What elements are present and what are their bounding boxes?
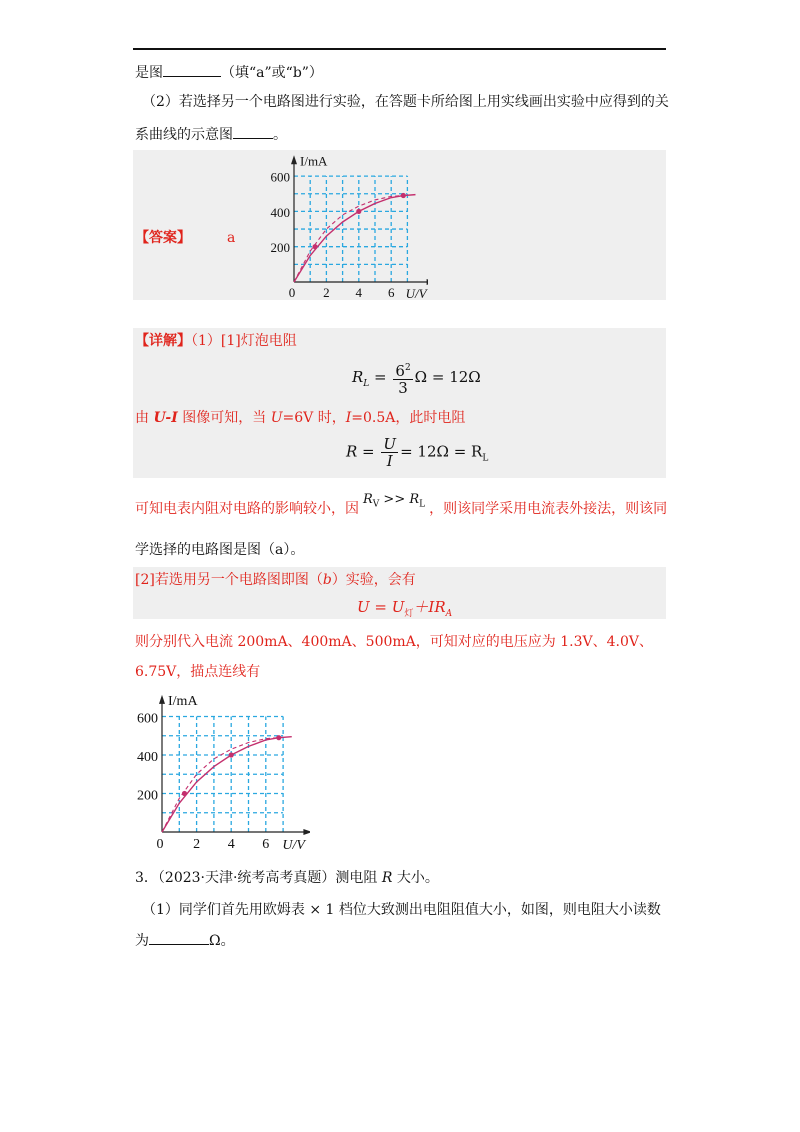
formula-r-fraction	[381, 436, 398, 469]
y-tick-label: 200	[270, 240, 290, 256]
substitute-line1: 则分别代入电流 200mA、400mA、500mA，可知对应的电压应为 1.3V、4.0V、	[135, 634, 653, 650]
question2-text: 系曲线的示意图	[135, 127, 233, 143]
y-axis-label: I/mA	[300, 153, 328, 169]
x-tick-label: 0	[288, 285, 296, 298]
x-tick-label: 0	[156, 837, 164, 850]
detail-chart	[130, 690, 310, 850]
x-tick-label: 2	[323, 285, 330, 298]
ui-line-b: U-I	[153, 410, 178, 426]
substitute-line2: 6.75V，描点连线有	[135, 664, 261, 680]
formula-rl-denominator: 3	[398, 379, 408, 397]
ui-line-d: U	[270, 410, 283, 426]
q3-line1: （1）同学们首先用欧姆表 × 1 档位大致测出电阻阻值大小，如图，则电阻大小读数	[142, 902, 661, 918]
data-point	[401, 193, 406, 198]
rv-symbol: R	[363, 492, 373, 507]
data-point	[182, 791, 187, 796]
x-axis-label: U/V	[282, 838, 305, 850]
y-tick-label: 400	[270, 204, 290, 220]
formula-r-lhs: R =	[346, 442, 375, 461]
formula-rl-rhs: Ω = 12Ω	[414, 368, 481, 386]
q3-title-b: 大小。	[392, 870, 439, 886]
q3-title	[135, 868, 439, 888]
figure-choice-prefix: 是图	[135, 65, 163, 81]
part2-a: [2]若选用另一个电路图即图（	[135, 572, 323, 588]
ui-line-a: 由	[135, 410, 154, 426]
detail-part1-text: （1）[1]灯泡电阻	[191, 333, 297, 349]
formula-rl: $R_L$ = $\frac{6^2}{3}$ Ω = 12Ω	[352, 362, 481, 397]
y-tick-label: 400	[137, 750, 158, 765]
rl-sub: L	[419, 499, 426, 510]
rl-symbol: R	[409, 492, 420, 507]
formula-r-denominator: I	[386, 452, 393, 470]
formula-u-c: 灯	[404, 609, 414, 619]
conclusion-line1	[135, 492, 668, 525]
data-point	[229, 752, 234, 757]
ui-line-e: =6V 时，	[282, 410, 346, 426]
ui-line-g: =0.5A，此时电阻	[351, 410, 466, 426]
ui-line-c: 图像可知，当	[177, 410, 271, 426]
detail-label: 【详解】	[135, 333, 191, 349]
formula-rl-fraction	[393, 360, 412, 396]
figure-choice-line	[135, 62, 323, 83]
formula-r-numerator: U	[383, 435, 397, 453]
q3-line2-suffix: Ω。	[209, 933, 235, 949]
data-point	[356, 209, 361, 214]
question2-end: 。	[273, 127, 287, 143]
conclusion-line2: 学选择的电路图是图（a）。	[135, 542, 305, 558]
formula-r-rhs-sub: L	[482, 453, 489, 464]
rv-rl-inequality	[363, 492, 426, 510]
formula-rl-lhs: R	[352, 368, 364, 386]
part2-c: ）实验，会有	[331, 572, 416, 588]
x-tick-label: 6	[262, 837, 270, 850]
formula-rl-lhs-sub: L	[363, 379, 370, 389]
question2-line1: （2）若选择另一个电路图进行实验，在答题卡所给图上用实线画出实验中应得到的关	[142, 94, 669, 110]
x-tick-label: 6	[387, 285, 395, 298]
data-point	[312, 244, 317, 249]
inequality-sign: >>	[379, 492, 410, 507]
header-rule	[133, 48, 666, 50]
ui-graph-line	[135, 408, 465, 428]
formula-u-a: U	[357, 598, 370, 616]
q3-line2-prefix: 为	[135, 933, 149, 949]
answer-blank[interactable]	[163, 62, 221, 77]
y-tick-label: 600	[137, 711, 158, 727]
answer-label: 【答案】	[135, 230, 191, 246]
sketch-blank[interactable]	[233, 124, 273, 139]
formula-u-b: = U	[369, 598, 405, 616]
solid-curve	[294, 195, 416, 282]
x-axis-label: U/V	[405, 286, 427, 298]
x-tick-label: 4	[355, 285, 363, 298]
y-tick-label: 200	[137, 788, 158, 804]
x-axis-arrow	[427, 279, 428, 285]
answer-chart	[266, 152, 428, 298]
formula-u-d: ＋IR	[413, 598, 446, 616]
formula-r-rhs: = 12Ω = R	[400, 442, 483, 461]
formula-r	[346, 436, 488, 469]
part2-b: b	[322, 572, 332, 588]
x-tick-label: 2	[193, 837, 201, 850]
resistance-blank[interactable]	[149, 930, 209, 945]
figure-choice-suffix: （填“a”或“b”）	[221, 65, 323, 81]
x-tick-label: 4	[227, 837, 235, 850]
detail-part1-line	[135, 331, 297, 351]
y-tick-label: 600	[270, 169, 290, 185]
q3-title-r: R	[381, 870, 393, 886]
x-axis-arrow	[303, 829, 310, 835]
y-axis-arrow	[291, 155, 297, 164]
data-point	[276, 735, 281, 740]
part2-line	[135, 570, 416, 590]
formula-rl-exponent: 2	[404, 363, 411, 373]
rv-sub: V	[372, 499, 380, 510]
ui-line-f: I	[345, 410, 352, 426]
formula-u	[357, 598, 452, 623]
answer-value: a	[227, 230, 236, 246]
formula-rl-numerator: 6	[395, 362, 405, 380]
question2-line2	[135, 124, 287, 145]
conclusion-b: ，则该同学采用电流表外接法，则该同	[429, 501, 668, 517]
formula-u-e: A	[445, 609, 453, 619]
conclusion-a: 可知电表内阻对电路的影响较小，因	[135, 501, 359, 517]
y-axis-arrow	[159, 695, 165, 704]
q3-title-a: 3．（2023·天津·统考高考真题）测电阻	[135, 870, 382, 886]
y-axis-label: I/mA	[168, 693, 198, 709]
q3-line2	[135, 930, 235, 951]
